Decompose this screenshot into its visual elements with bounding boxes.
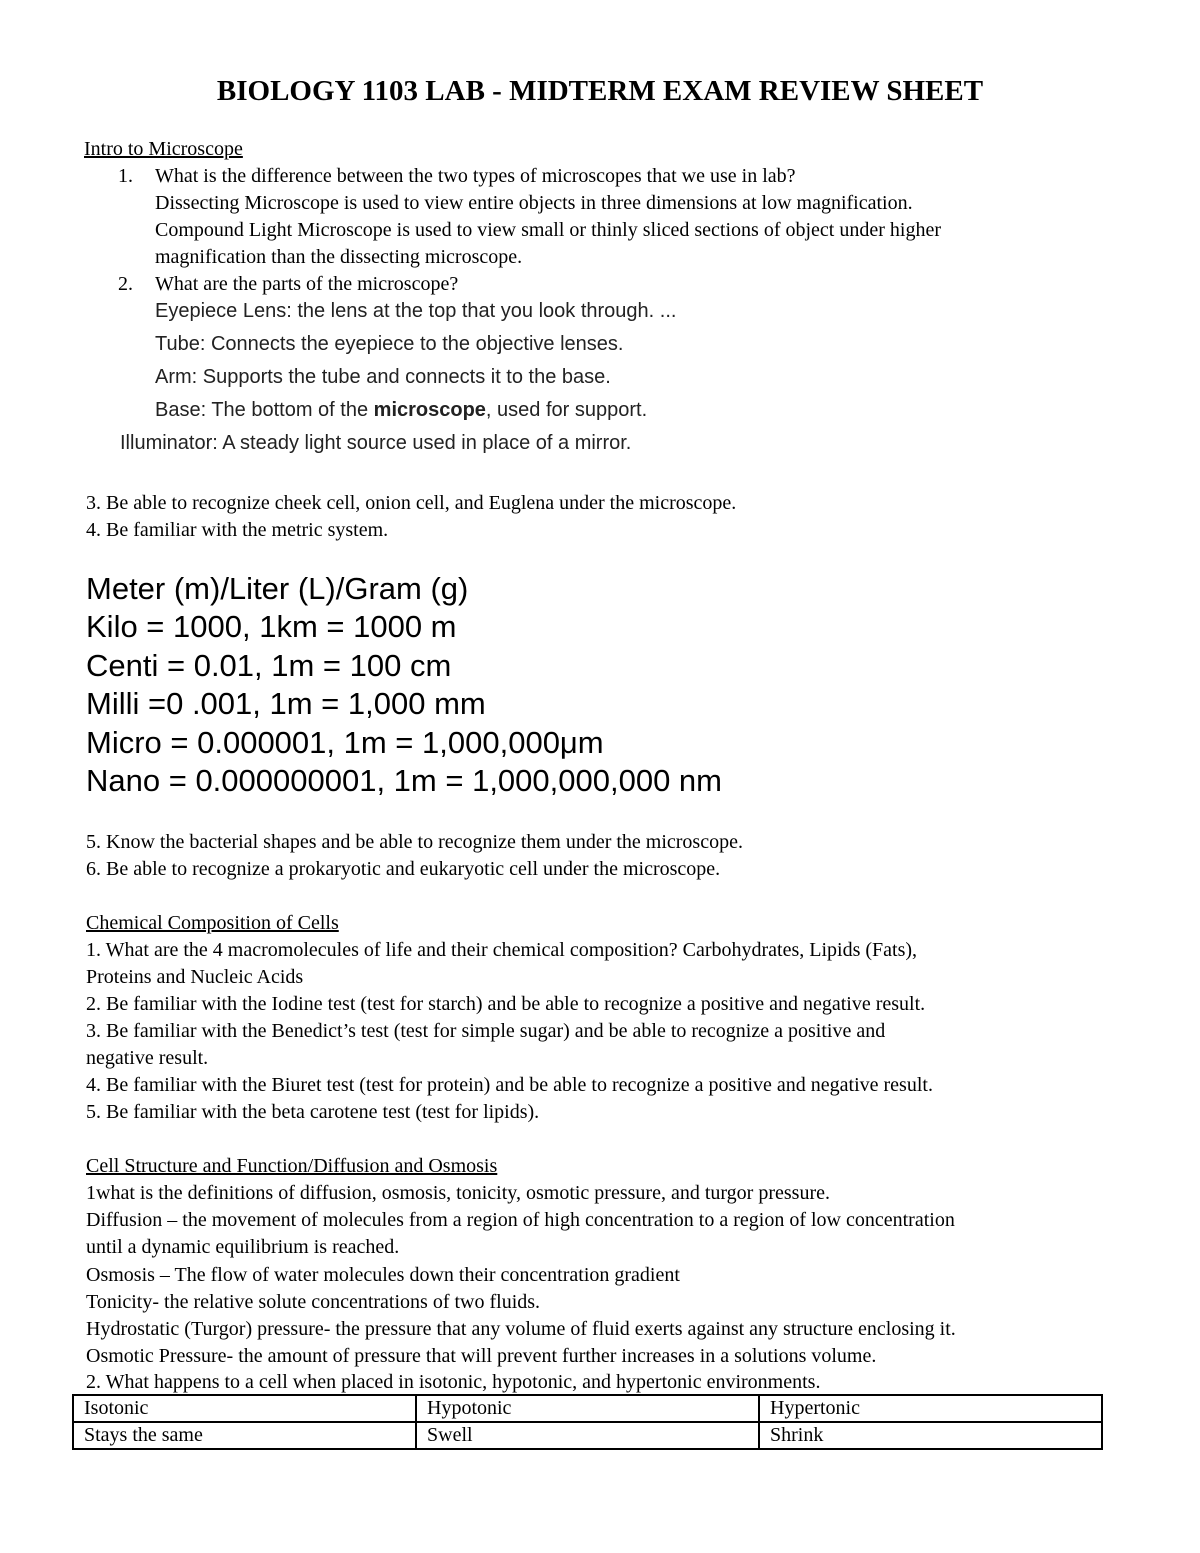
metric-line: Milli =0 .001, 1m = 1,000 mm — [86, 686, 486, 721]
metric-line: Centi = 0.01, 1m = 100 cm — [86, 648, 452, 683]
table-cell: Stays the same — [73, 1422, 416, 1449]
part-eyepiece: Eyepiece Lens: the lens at the top that you look through. ... — [155, 300, 677, 322]
q1-question: What is the difference between the two types of microscopes that we use in lab? — [155, 165, 796, 187]
table-cell: Shrink — [759, 1422, 1102, 1449]
part-base — [155, 394, 647, 427]
metric-line: Meter (m)/Liter (L)/Gram (g) — [86, 571, 469, 606]
section-heading-chemical: Chemical Composition of Cells — [86, 912, 339, 934]
q1-number: 1. — [118, 165, 133, 187]
table-header-cell: Hypotonic — [416, 1395, 759, 1422]
cell-line: Osmosis – The flow of water molecules down their concentration gradient — [86, 1264, 680, 1286]
metric-line: Kilo = 1000, 1km = 1000 m — [86, 609, 457, 644]
cell-line: 1what is the definitions of diffusion, osmosis, tonicity, osmotic pressure, and turgor pressure. — [86, 1182, 830, 1204]
part-base-bold: microscope — [373, 399, 486, 421]
q4-item: 4. Be familiar with the metric system. — [86, 519, 389, 541]
chemical-line: 4. Be familiar with the Biuret test (test for protein) and be able to recognize a positive and negative result. — [86, 1074, 933, 1096]
q6-item: 6. Be able to recognize a prokaryotic and eukaryotic cell under the microscope. — [86, 858, 721, 880]
chemical-line: Proteins and Nucleic Acids — [86, 966, 304, 988]
table-header-row — [73, 1395, 1102, 1422]
q1-answer-line: magnification than the dissecting microscope. — [155, 246, 523, 268]
chemical-line: negative result. — [86, 1047, 209, 1069]
section-heading-cell: Cell Structure and Function/Diffusion and Osmosis — [86, 1155, 498, 1177]
metric-line: Nano = 0.000000001, 1m = 1,000,000,000 nm — [86, 763, 722, 798]
section-heading-microscope: Intro to Microscope — [84, 138, 243, 160]
q1-answer-line: Dissecting Microscope is used to view entire objects in three dimensions at low magnification. — [155, 192, 913, 214]
cell-line: Tonicity- the relative solute concentrations of two fluids. — [86, 1291, 541, 1313]
table-header-cell: Hypertonic — [759, 1395, 1102, 1422]
cell-line: Osmotic Pressure- the amount of pressure that will prevent further increases in a solutions volume. — [86, 1345, 877, 1367]
chemical-line: 1. What are the 4 macromolecules of life and their chemical composition? Carbohydrates, Lipids (Fats), — [86, 939, 918, 961]
chemical-line: 3. Be familiar with the Benedict’s test (test for simple sugar) and be able to recognize a positive and — [86, 1020, 886, 1042]
q2-number: 2. — [118, 273, 133, 295]
q3-item: 3. Be able to recognize cheek cell, onion cell, and Euglena under the microscope. — [86, 492, 737, 514]
q1-answer-line: Compound Light Microscope is used to view small or thinly sliced sections of object under higher — [155, 219, 941, 241]
cell-line: Hydrostatic (Turgor) pressure- the pressure that any volume of fluid exerts against any structure enclosing it. — [86, 1318, 956, 1340]
tonicity-table — [72, 1394, 1103, 1450]
chemical-line: 5. Be familiar with the beta carotene test (test for lipids). — [86, 1101, 540, 1123]
q2-question: What are the parts of the microscope? — [155, 273, 459, 295]
part-arm: Arm: Supports the tube and connects it to the base. — [155, 366, 611, 388]
cell-line: until a dynamic equilibrium is reached. — [86, 1236, 400, 1258]
cell-line: Diffusion – the movement of molecules from a region of high concentration to a region of low concentration — [86, 1209, 955, 1231]
part-illuminator: Illuminator: A steady light source used in place of a mirror. — [120, 432, 632, 454]
cell-line: 2. What happens to a cell when placed in isotonic, hypotonic, and hypertonic environments. — [86, 1371, 821, 1393]
metric-line: Micro = 0.000001, 1m = 1,000,000μm — [86, 725, 604, 760]
table-header-cell: Isotonic — [73, 1395, 416, 1422]
part-base-text: Base: The bottom of the — [155, 399, 374, 421]
table-row — [73, 1422, 1102, 1449]
part-base-text-end: , used for support. — [485, 399, 648, 421]
q5-item: 5. Know the bacterial shapes and be able to recognize them under the microscope. — [86, 831, 743, 853]
table-cell: Swell — [416, 1422, 759, 1449]
part-tube: Tube: Connects the eyepiece to the objective lenses. — [155, 333, 624, 355]
chemical-line: 2. Be familiar with the Iodine test (test for starch) and be able to recognize a positive and negative result. — [86, 993, 926, 1015]
page-title: BIOLOGY 1103 LAB - MIDTERM EXAM REVIEW SHEET — [216, 75, 984, 107]
